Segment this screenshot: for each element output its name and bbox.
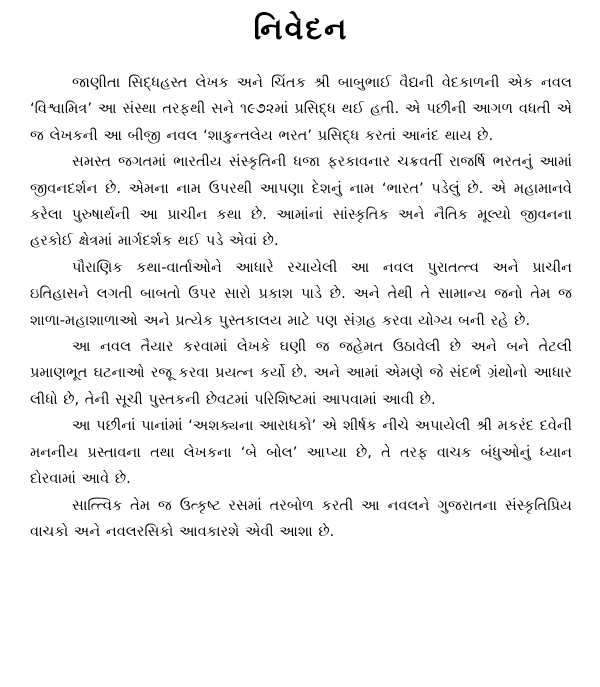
page-title: નિવેદન <box>253 12 349 47</box>
paragraph-4: આ નવલ તૈયાર કરવામાં લેખકે ઘણી જ જહેમત ઉઠાવેલી છે અને બને તેટલી પ્રમાણભૂત ઘટનાઓ રજૂ કરવા પ્રયત્ન કર્યો છે. અને આમાં એમણે જે સંદર્ભ ગ્રંથોનો આધાર લીધો છે, તેની સૂચી પુસ્તકની છેવટમાં પરિશિષ્ટમાં આપવામાં આવી છે. <box>30 338 572 408</box>
paragraph-6: સાત્ત્વિક તેમ જ ઉત્કૃષ્ટ રસમાં તરબોળ કરતી આ નવલને ગુજરાતના સંસ્કૃતિપ્રિય વાચકો અને નવલરસિકો આવકારશે એવી આશા છે. <box>30 496 572 540</box>
paragraph-1: જાણીતા સિદ્ધહસ્ત લેખક અને ચિંતક શ્રી બાબુભાઈ વૈદ્યની વેદકાળની એક નવલ ‘વિશ્વામિત્ર’ આ સંસ્થા તરફથી સને ૧૯૭૨માં પ્રસિદ્ધ થઈ હતી. એ પછીની આગળ વધતી એ જ લેખકની આ બીજી નવલ ‘શાકુન્તલેય ભરત’ પ્રસિદ્ધ કરતાં આનંદ થાય છે. <box>30 74 572 144</box>
paragraph-5: આ પછીનાં પાનાંમાં ‘અશક્યના આરાધકો’ એ શીર્ષક નીચે અપાયેલી શ્રી મકરંદ દવેની મનનીય પ્રસ્તાવના તથા લેખકના ‘બે બોલ’ આપ્યા છે, તે તરફ વાચક બંધુઓનું ધ્યાન દોરવામાં આવે છે. <box>30 417 572 488</box>
paragraph-3: પૌરાણિક કથા-વાર્તાઓને આધારે રચાયેલી આ નવલ પુરાતત્ત્વ અને પ્રાચીન ઇતિહાસને લગતી બાબતો ઉપર સારો પ્રકાશ પાડે છે. અને તેથી તે સામાન્ય જનો તેમ જ શાળા-મહાશાળાઓ અને પ્રત્યેક પુસ્તકાલય માટે પણ સંગ્રહ કરવા યોગ્ય બની રહે છે. <box>30 258 572 329</box>
paragraph-2: સમસ્ત જગતમાં ભારતીય સંસ્કૃતિની ધજા ફરકાવનાર ચક્રવર્તી રાજર્ષિ ભરતનું આમાં જીવનદર્શન છે. એમના નામ ઉપરથી આપણા દેશનું નામ ‘ભારત’ પડેલું છે. એ મહામાનવે કરેલા પુરુષાર્થની આ પ્રાચીન કથા છે. આમાંનાં સાંસ્કૃતિક અને નૈતિક મૂલ્યો જીવનના હરકોઈ ક્ષેત્રમાં માર્ગદર્શક થઈ પડે એવાં છે. <box>30 153 572 250</box>
